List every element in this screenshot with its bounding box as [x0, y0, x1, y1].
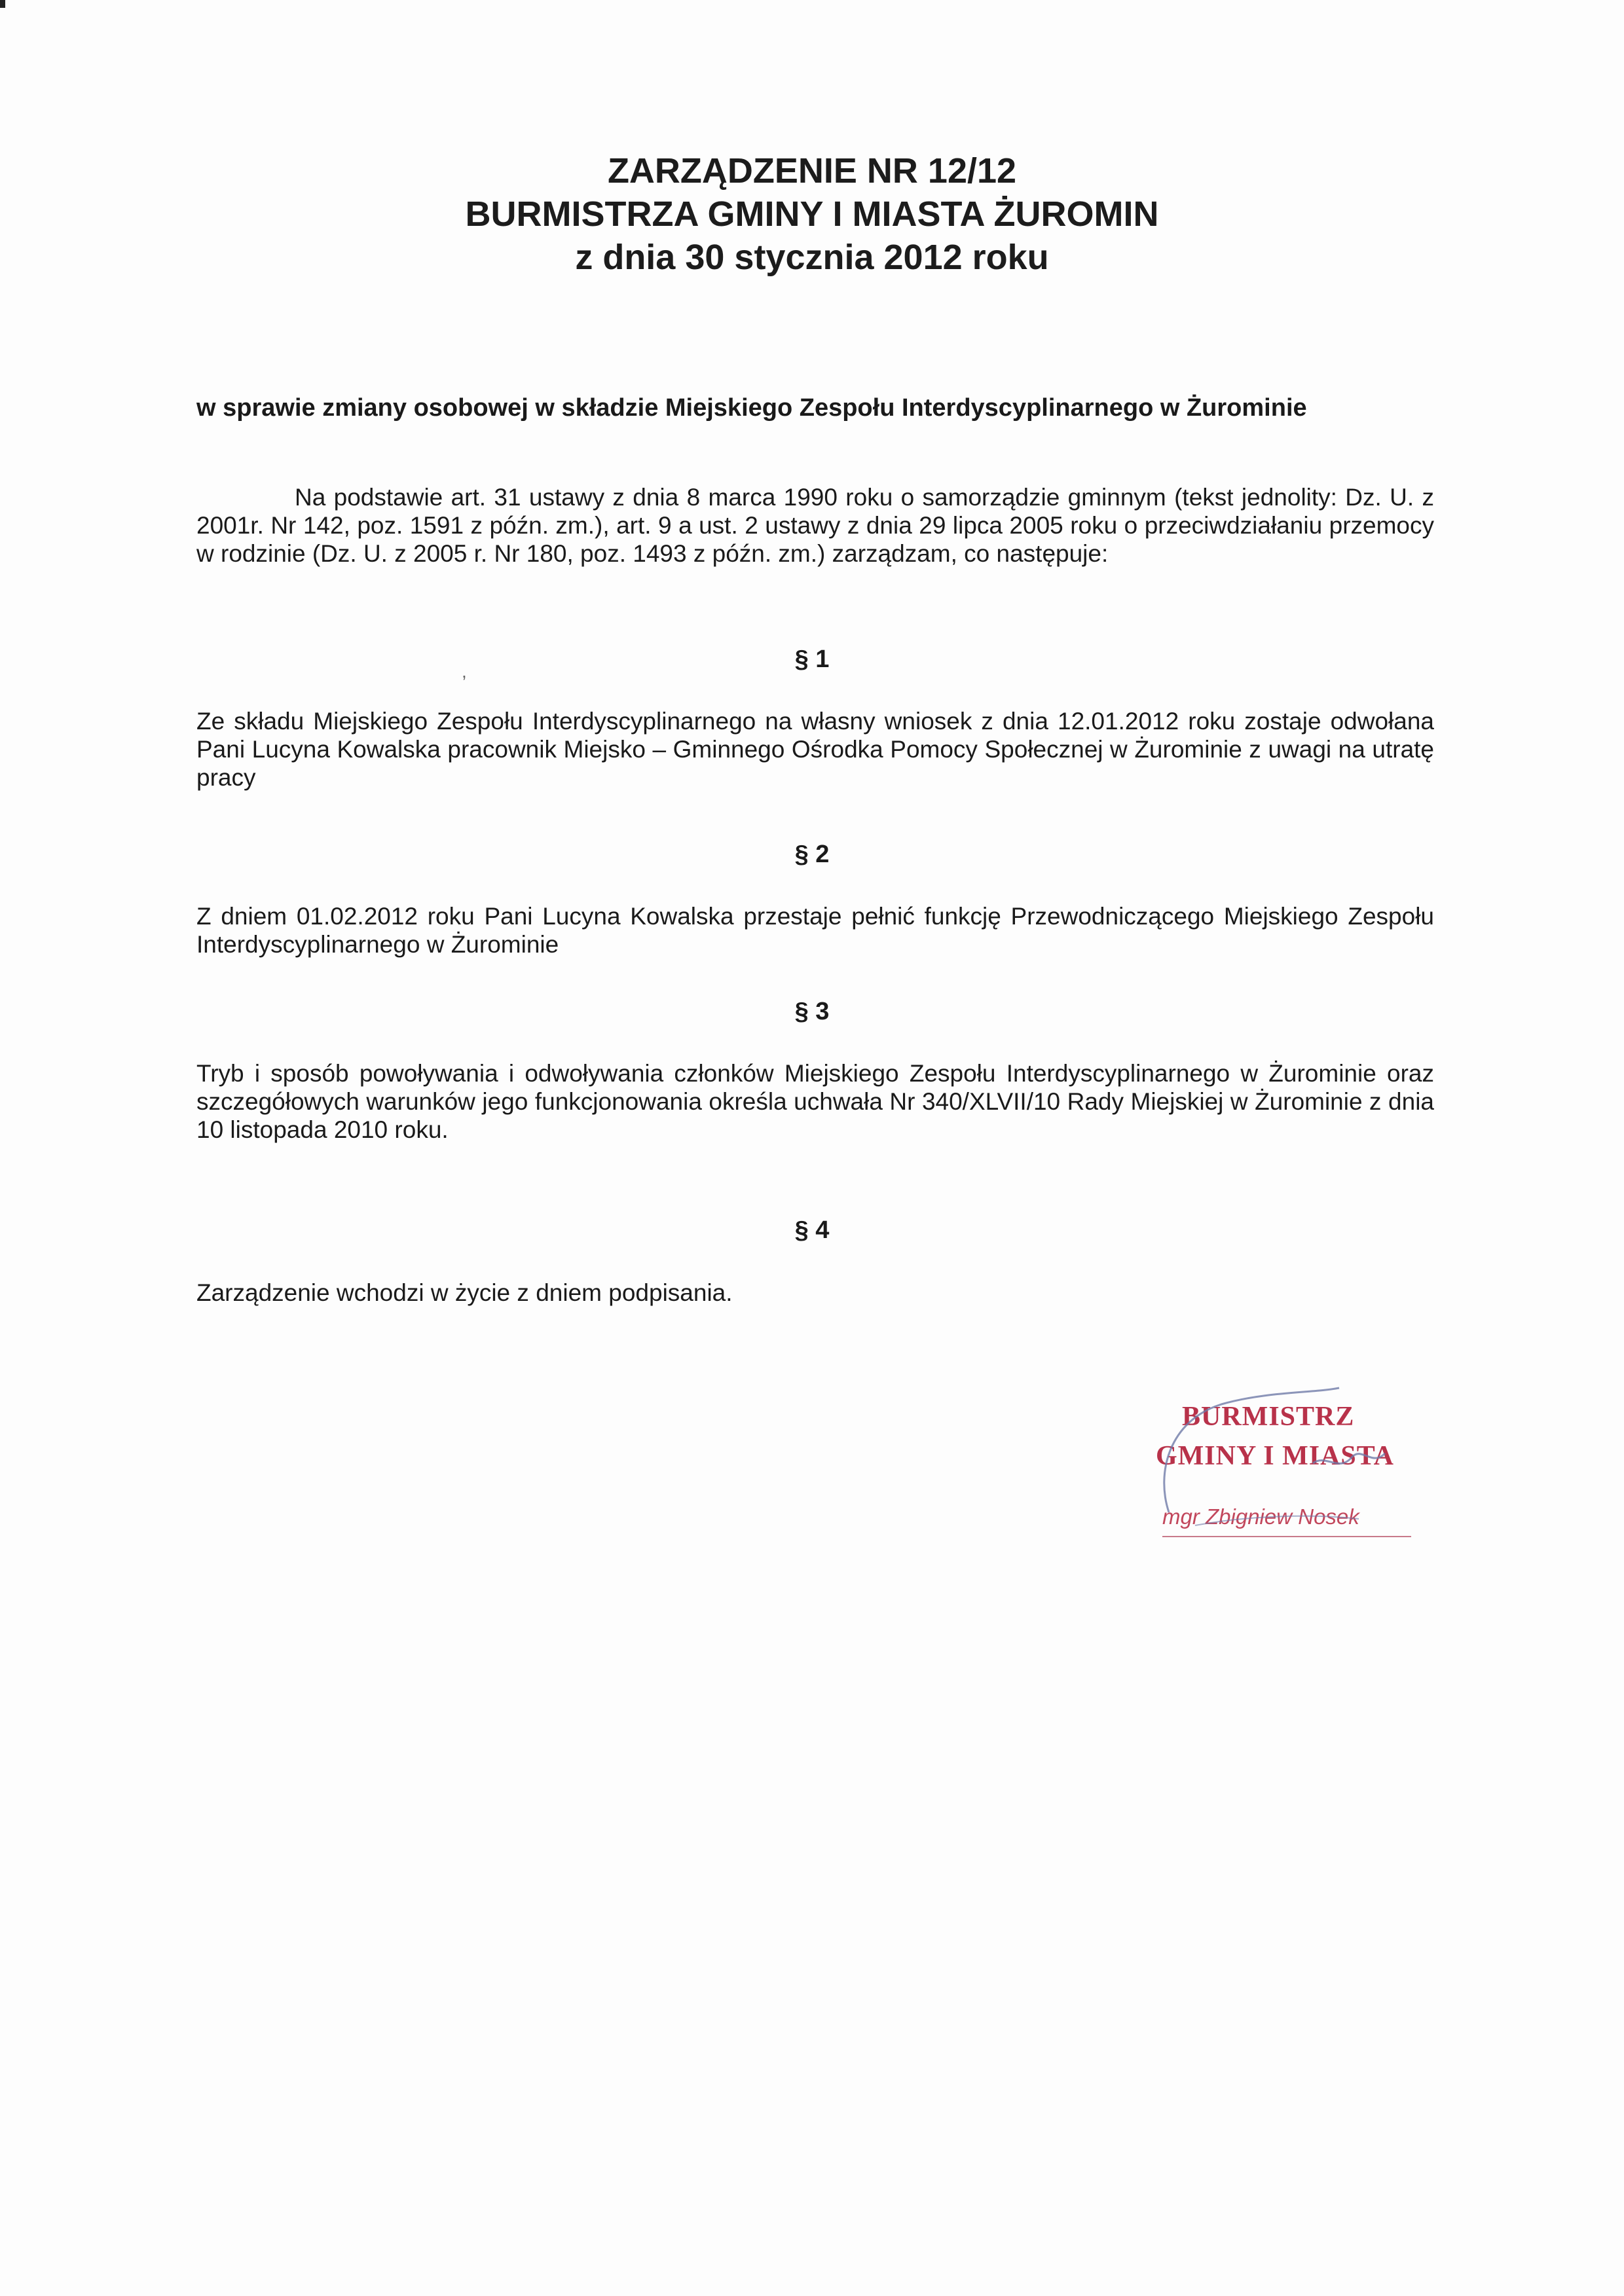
section-sign-1: § 1: [794, 646, 830, 673]
section-paragraph-2: Z dniem 01.02.2012 roku Pani Lucyna Kowalska przestaje pełnić funkcję Przewodniczącego Miejskiego Zespołu Interdyscyplinarnego w Żurominie: [196, 903, 1434, 958]
preamble-paragraph: Na podstawie art. 31 ustawy z dnia 8 marca 1990 roku o samorządzie gminnym (tekst jednolity: Dz. U. z 2001r. Nr 142, poz. 1591 z późn. zm.), art. 9 a ust. 2 ustawy z dnia 29 lipca 2005 roku o przeciwdziałaniu przemocy w rodzinie (Dz. U. z 2005 r. Nr 180, poz. 1493 z późn. zm.) zarządzam, co następuje:: [196, 484, 1434, 567]
handwritten-signature: [1143, 1375, 1437, 1558]
document-title: ZARZĄDZENIE NR 12/12: [607, 151, 1017, 191]
section-sign-2: § 2: [794, 841, 830, 868]
scan-mark: [0, 0, 5, 8]
section-paragraph-1: Ze składu Miejskiego Zespołu Interdyscyplinarnego na własny wniosek z dnia 12.01.2012 roku zostaje odwołana Pani Lucyna Kowalska pracownik Miejsko – Gminnego Ośrodka Pomocy Społecznej w Żurominie z uwagi na utratę pracy: [196, 708, 1434, 791]
subject-line: w sprawie zmiany osobowej w składzie Miejskiego Zespołu Interdyscyplinarnego w Żurominie: [196, 394, 1307, 422]
stray-mark: ,: [462, 661, 467, 682]
official-stamp: [1143, 1375, 1437, 1558]
stamp-subtitle: GMINY I MIASTA: [1156, 1441, 1395, 1471]
section-paragraph-3: Tryb i sposób powoływania i odwoływania członków Miejskiego Zespołu Interdyscyplinarnego w Żurominie oraz szczegółowych warunków jego funkcjonowania określa uchwała Nr 340/XLVII/10 Rady Miejskiej w Żurominie z dnia 10 listopada 2010 roku.: [196, 1060, 1434, 1143]
stamp-name: mgr Zbigniew Nosek: [1162, 1504, 1359, 1529]
date-line: z dnia 30 stycznia 2012 roku: [575, 238, 1049, 277]
document-header: [0, 149, 1624, 279]
stamp-title: BURMISTRZ: [1182, 1402, 1355, 1432]
section-sign-3: § 3: [794, 998, 830, 1025]
issuer-line: BURMISTRZA GMINY I MIASTA ŻUROMIN: [465, 194, 1159, 234]
section-sign-4: § 4: [794, 1216, 830, 1244]
section-paragraph-4: Zarządzenie wchodzi w życie z dniem podpisania.: [196, 1279, 733, 1306]
